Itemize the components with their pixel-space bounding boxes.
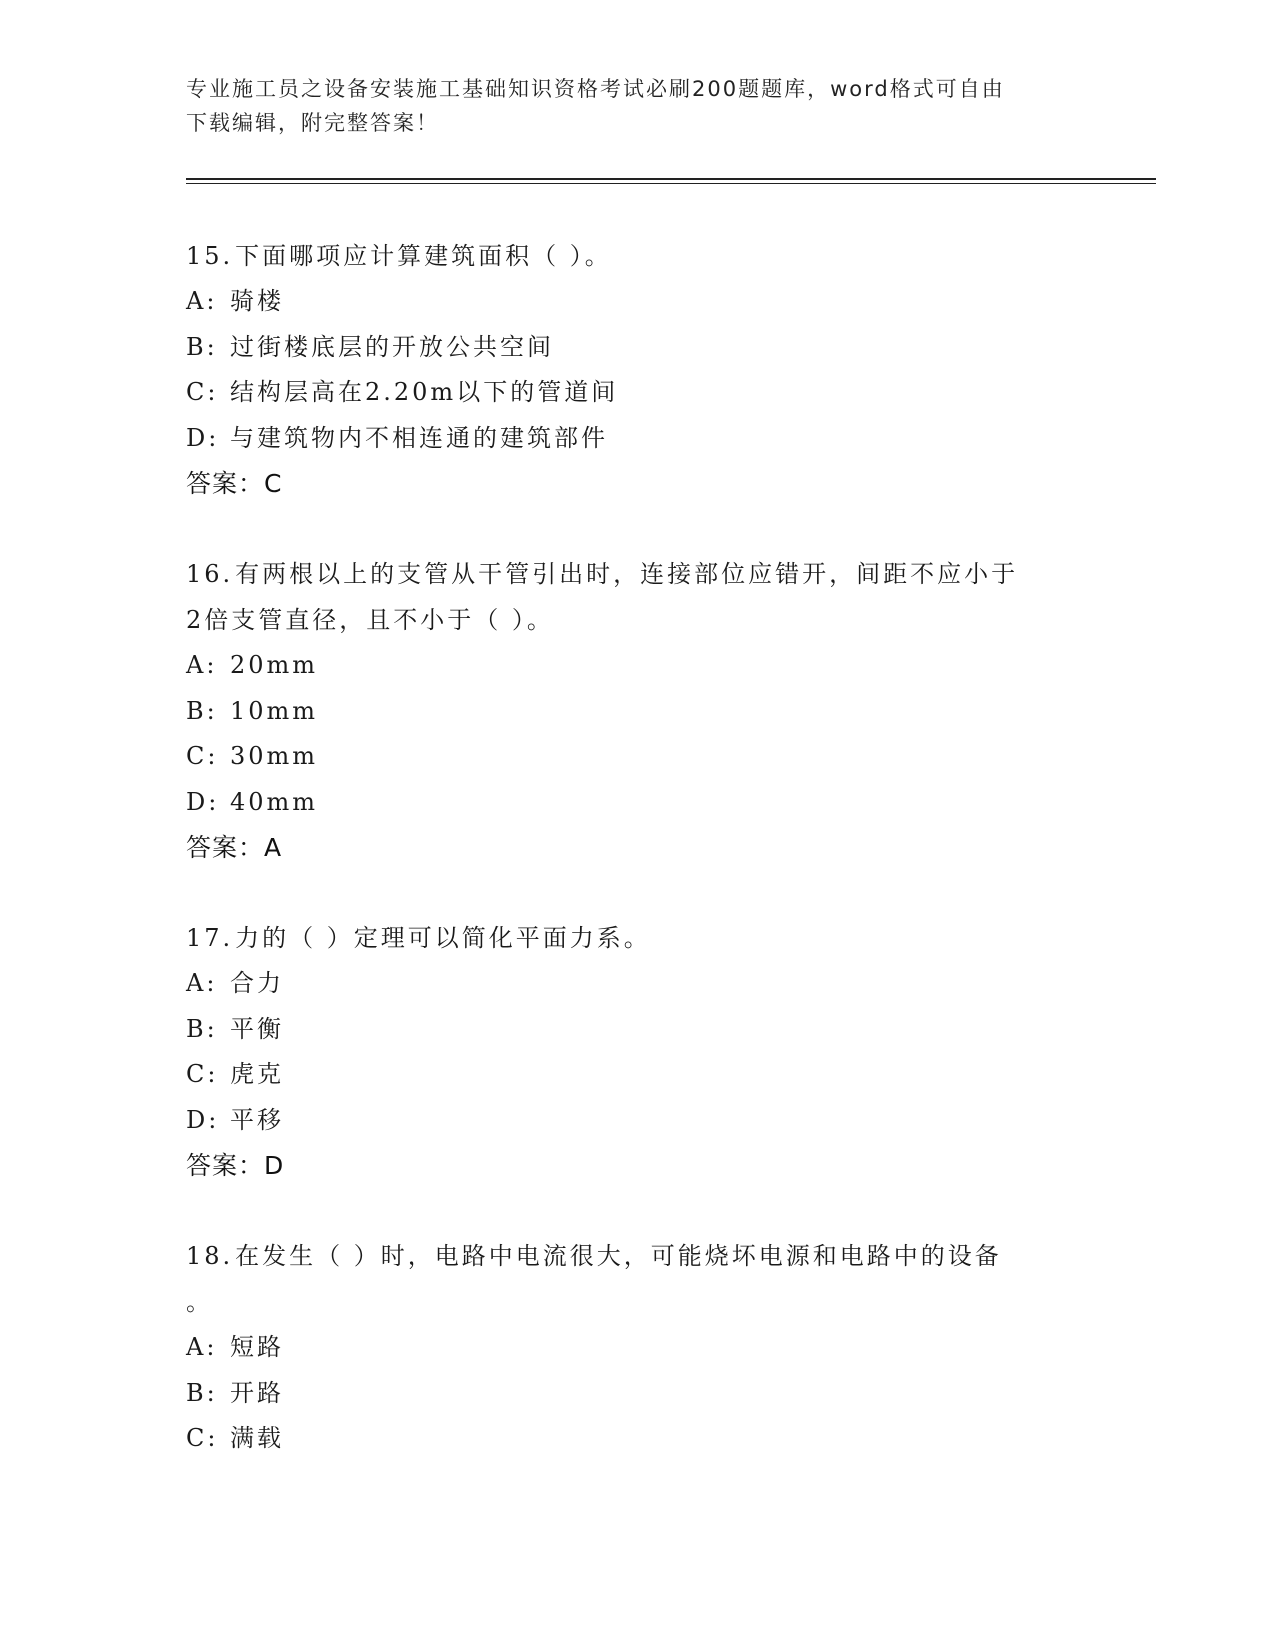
answer-option [186, 325, 1086, 371]
answer-option [186, 1052, 1086, 1098]
question-stem-line [186, 1279, 1086, 1325]
option-key: C: [186, 742, 219, 770]
option-key: A: [186, 287, 218, 315]
option-text: 骑楼 [230, 287, 284, 315]
question-stem-text: 下面哪项应计算建筑面积（ ）。 [235, 242, 612, 270]
question-number: 17. [186, 924, 234, 952]
question-stem-text: 有两根以上的支管从干管引出时，连接部位应错开，间距不应小于 [235, 560, 1019, 588]
question-stem-text: 在发生（ ）时，电路中电流很大，可能烧坏电源和电路中的设备 [235, 1242, 1002, 1270]
answer-option [186, 643, 1086, 689]
answer-option [186, 780, 1086, 826]
option-text: 满载 [230, 1424, 284, 1452]
header-line-2: 下载编辑，附完整答案！ [186, 111, 439, 135]
question-number: 16. [186, 560, 234, 588]
answer-key: 答案：A [186, 833, 283, 862]
option-text: 与建筑物内不相连通的建筑部件 [230, 423, 608, 452]
question-stem-line [186, 551, 1086, 597]
answer-option [186, 279, 1086, 325]
question-stem-line [186, 597, 1086, 643]
header-line-1: 专业施工员之设备安装施工基础知识资格考试必刷200题题库，word格式可自由 [186, 77, 1005, 101]
option-text: 40mm [230, 787, 319, 816]
answer-key: 答案：C [186, 469, 283, 498]
answer-option [186, 689, 1086, 735]
question-stem-line [186, 233, 1086, 279]
question-stem-text: 。 [186, 1288, 213, 1316]
option-key: B: [186, 696, 218, 725]
document-header [186, 72, 1086, 140]
answer-option [186, 1325, 1086, 1371]
option-text: 平移 [230, 1105, 284, 1134]
question-stem-text: 2倍支管直径，且不小于（ ）。 [186, 606, 554, 634]
header-divider-thin [186, 183, 1156, 184]
option-text: 短路 [230, 1333, 284, 1361]
question-stem-text: 力的（ ）定理可以简化平面力系。 [235, 924, 651, 952]
question-stem-line [186, 1233, 1086, 1279]
option-key: C: [186, 1424, 219, 1452]
answer-option [186, 961, 1086, 1007]
answer-option [186, 1098, 1086, 1144]
option-key: A: [186, 1333, 218, 1361]
option-text: 开路 [230, 1378, 284, 1407]
question-block [186, 233, 1086, 506]
question-number: 15. [186, 242, 234, 270]
option-text: 10mm [230, 696, 319, 725]
option-text: 30mm [230, 742, 319, 770]
answer-option [186, 1416, 1086, 1462]
question-stem-line [186, 915, 1086, 961]
option-text: 虎克 [230, 1060, 284, 1088]
answer-option [186, 1007, 1086, 1053]
option-key: D: [186, 787, 220, 816]
option-key: C: [186, 378, 219, 406]
option-key: A: [186, 969, 218, 997]
option-text: 过街楼底层的开放公共空间 [230, 332, 554, 361]
option-key: D: [186, 423, 220, 452]
option-key: B: [186, 1378, 218, 1407]
option-key: C: [186, 1060, 219, 1088]
option-text: 合力 [230, 969, 284, 997]
question-block [186, 915, 1086, 1188]
answer-option [186, 734, 1086, 780]
option-text: 20mm [230, 651, 319, 679]
answer-key: 答案：D [186, 1151, 285, 1180]
answer-option [186, 1371, 1086, 1417]
question-number: 18. [186, 1242, 234, 1270]
question-list [186, 233, 1086, 1507]
option-key: A: [186, 651, 218, 679]
question-block [186, 1233, 1086, 1462]
option-text: 平衡 [230, 1014, 284, 1043]
option-key: D: [186, 1105, 220, 1134]
answer-option [186, 370, 1086, 416]
header-divider-thick [186, 178, 1156, 180]
option-key: B: [186, 332, 218, 361]
option-text: 结构层高在2.20m以下的管道间 [230, 378, 619, 406]
answer-option [186, 416, 1086, 462]
question-block [186, 551, 1086, 870]
option-key: B: [186, 1014, 218, 1043]
